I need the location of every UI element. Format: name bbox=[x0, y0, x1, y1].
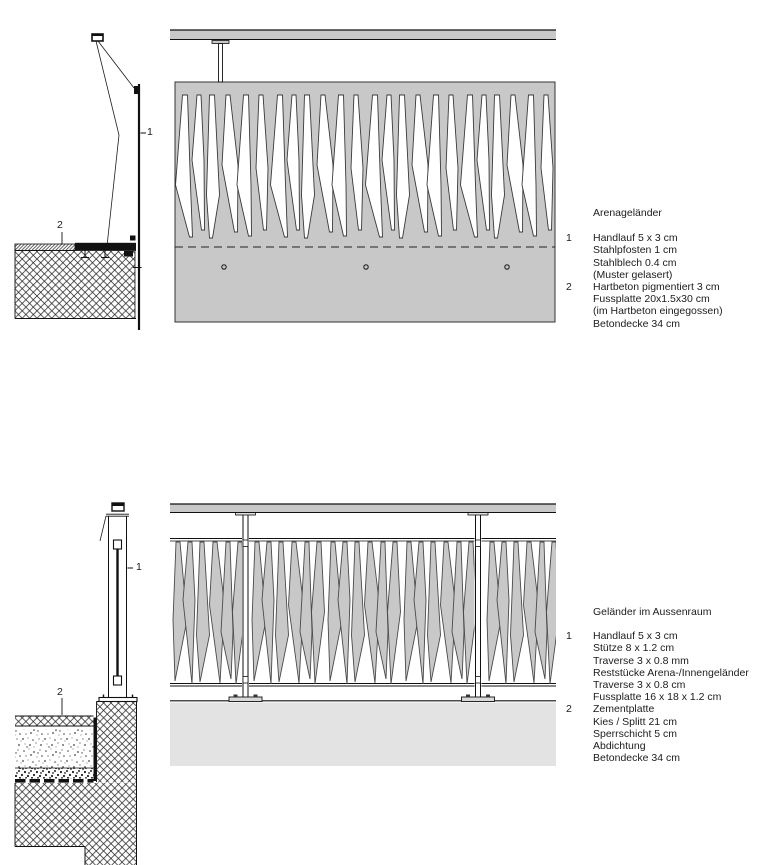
spec-row: (Muster gelasert) bbox=[593, 268, 673, 281]
spec-row: Stahlblech 0.4 cm bbox=[593, 256, 677, 269]
spec-row: Stütze 8 x 1.2 cm bbox=[593, 642, 675, 655]
aussenraum-title: Geländer im Aussenraum bbox=[593, 606, 712, 618]
spec-row: Fussplatte 20x1.5x30 cm bbox=[593, 293, 710, 306]
spec-row: Betondecke 34 cm bbox=[593, 317, 680, 330]
arena-spec-block bbox=[566, 207, 772, 330]
spec-row: Traverse 3 x 0.8 mm bbox=[593, 654, 689, 667]
aussenraum-spec-list bbox=[566, 630, 772, 764]
spec-row: Betondecke 34 cm bbox=[593, 752, 680, 765]
aussenraum-callout-1: 1 bbox=[136, 561, 142, 573]
spec-row: 1 Handlauf 5 x 3 cm bbox=[566, 232, 678, 245]
arena-title: Arenageländer bbox=[593, 207, 662, 219]
spec-row: Fussplatte 16 x 18 x 1.2 cm bbox=[593, 691, 722, 704]
aussenraum-spec-block bbox=[566, 606, 772, 764]
sheet-blade-infill bbox=[173, 542, 560, 684]
aussenraum-elevation-drawing bbox=[170, 504, 560, 766]
arena-spec-list bbox=[566, 232, 772, 330]
spec-row: (im Hartbeton eingegossen) bbox=[593, 305, 723, 318]
aussenraum-callout-2: 2 bbox=[57, 686, 63, 698]
arena-section-drawing bbox=[15, 34, 146, 331]
spec-row: Kies / Splitt 21 cm bbox=[593, 715, 678, 728]
spec-row: 2 Zementplatte bbox=[566, 703, 655, 716]
arena-callout-1: 1 bbox=[147, 126, 153, 138]
spec-row: Traverse 3 x 0.8 cm bbox=[593, 679, 686, 692]
spec-row: 2 Hartbeton pigmentiert 3 cm bbox=[566, 281, 720, 294]
aussenraum-section-drawing bbox=[15, 503, 137, 865]
spec-row: 1 Handlauf 5 x 3 cm bbox=[566, 630, 678, 643]
spec-row: Stahlpfosten 1 cm bbox=[593, 244, 678, 257]
spec-row: Reststücke Arena-/Innengeländer bbox=[593, 666, 749, 679]
spec-row: Sperrschicht 5 cm bbox=[593, 727, 678, 740]
arena-callout-2: 2 bbox=[57, 219, 63, 231]
arena-elevation-drawing bbox=[170, 30, 556, 322]
spec-row: Abdichtung bbox=[593, 740, 646, 753]
